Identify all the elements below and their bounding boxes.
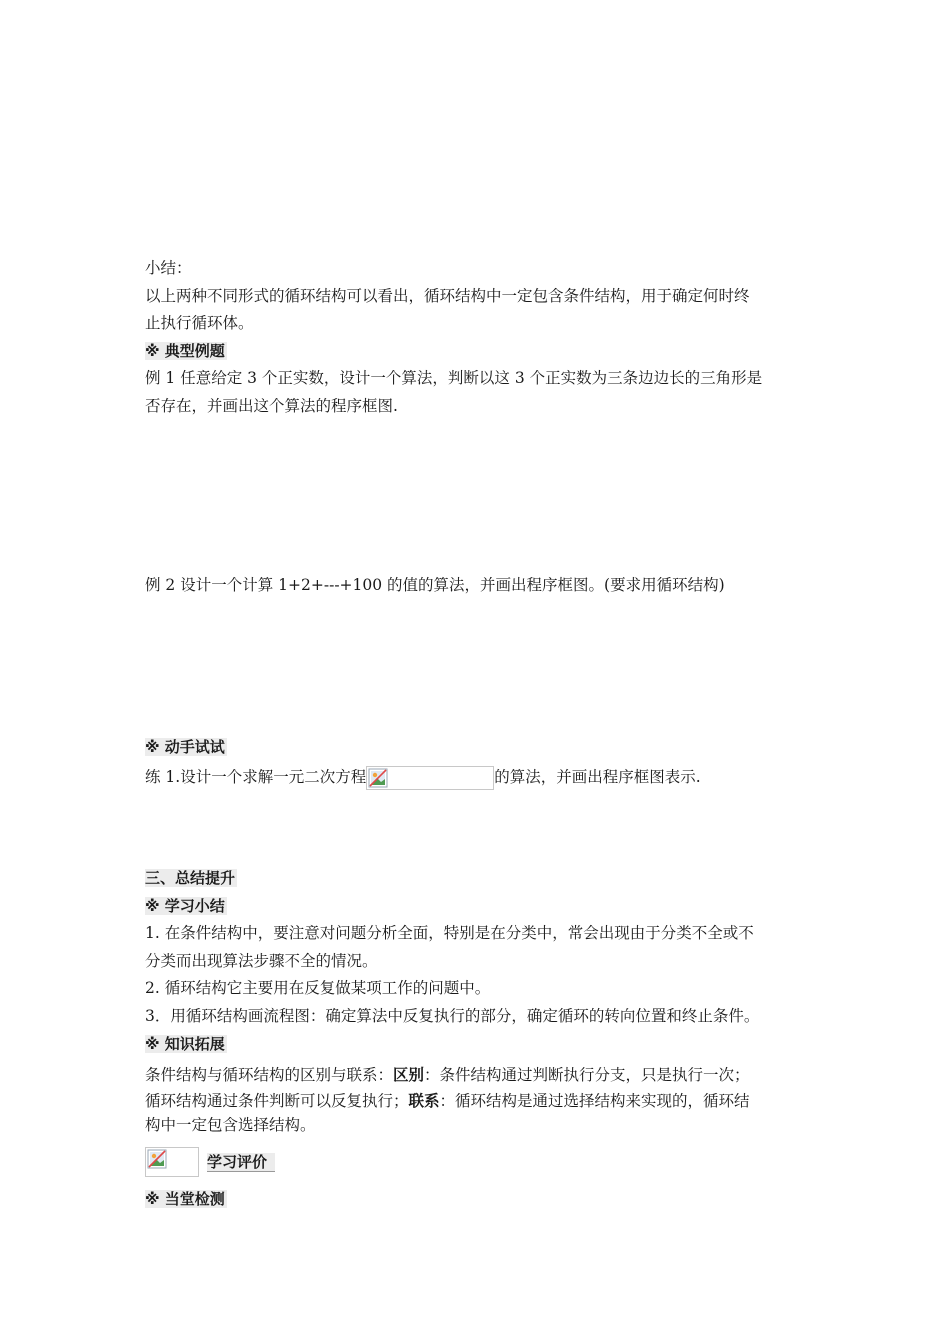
example-1-line-2: 否存在，并画出这个算法的程序框图.: [145, 397, 398, 415]
summary-line-2: 止执行循环体。: [145, 314, 254, 332]
exercise-1-suffix: 的算法，并画出程序框图表示.: [494, 768, 701, 786]
example-1-line-1: [145, 367, 762, 389]
evaluation-heading: 学习评价: [207, 1153, 275, 1172]
knowledge-line-2: [145, 1090, 750, 1112]
summary-item-3: 3．用循环结构画流程图：确定算法中反复执行的部分，确定循环的转向位置和终止条件。: [145, 1007, 760, 1025]
knowledge-line-3: 构中一定包含选择结构。: [145, 1116, 316, 1134]
evaluation-heading-row: [145, 1146, 275, 1177]
exercise-1: [145, 766, 701, 790]
summary-item-2: 2. 循环结构它主要用在反复做某项工作的问题中。: [145, 979, 491, 997]
summary-title: 小结：: [145, 259, 192, 277]
summary-line-1: 以上两种不同形式的循环结构可以看出，循环结构中一定包含条件结构，用于确定何时终: [145, 287, 750, 305]
knowledge-line-1-b: ：条件结构通过判断执行分支，只是执行一次；: [424, 1066, 750, 1084]
broken-image-icon: [368, 768, 388, 788]
check-heading-row: [145, 1188, 227, 1210]
summary-item-1-line-1: 1. 在条件结构中，要注意对问题分析全面，特别是在分类中，常会出现由于分类不全或不: [145, 924, 754, 942]
knowledge-line-1-a: 条件结构与循环结构的区别与联系：: [145, 1066, 394, 1084]
check-heading: ※ 当堂检测: [145, 1190, 225, 1208]
example-2: 例 2 设计一个计算 1+2+---+100 的值的算法，并画出程序框图。(要求用循环结构): [145, 576, 725, 594]
study-summary-heading: ※ 学习小结: [145, 897, 225, 915]
example-1-text: 例 1 任意给定 3 个正实数，设计一个算法，判断以这 3 个正实数为三条边边长的三角形是: [145, 369, 763, 387]
difference-label: 区别: [393, 1066, 425, 1084]
knowledge-heading: ※ 知识拓展: [145, 1035, 225, 1053]
summary-item-1-line-2: 分类而出现算法步骤不全的情况。: [145, 952, 378, 970]
broken-image-icon: [147, 1149, 167, 1169]
evaluation-image-placeholder: [145, 1147, 199, 1177]
typical-examples-heading-row: [145, 340, 227, 362]
hands-on-heading-row: [145, 736, 227, 758]
hands-on-heading: ※ 动手试试: [145, 738, 225, 756]
typical-examples-heading: ※ 典型例题: [145, 342, 225, 360]
connection-label: 联系: [408, 1092, 440, 1110]
knowledge-line-1: [145, 1064, 750, 1086]
summary-section-heading-row: [145, 867, 237, 889]
summary-section-heading: 三、总结提升: [145, 869, 236, 887]
equation-image-placeholder: [366, 766, 494, 790]
study-summary-heading-row: [145, 895, 227, 917]
knowledge-heading-row: [145, 1033, 227, 1055]
knowledge-line-2-b: ：循环结构是通过选择结构来实现的，循环结: [439, 1092, 750, 1110]
exercise-1-prefix: 练 1.设计一个求解一元二次方程: [145, 768, 367, 786]
knowledge-line-2-a: 循环结构通过条件判断可以反复执行；: [145, 1092, 409, 1110]
